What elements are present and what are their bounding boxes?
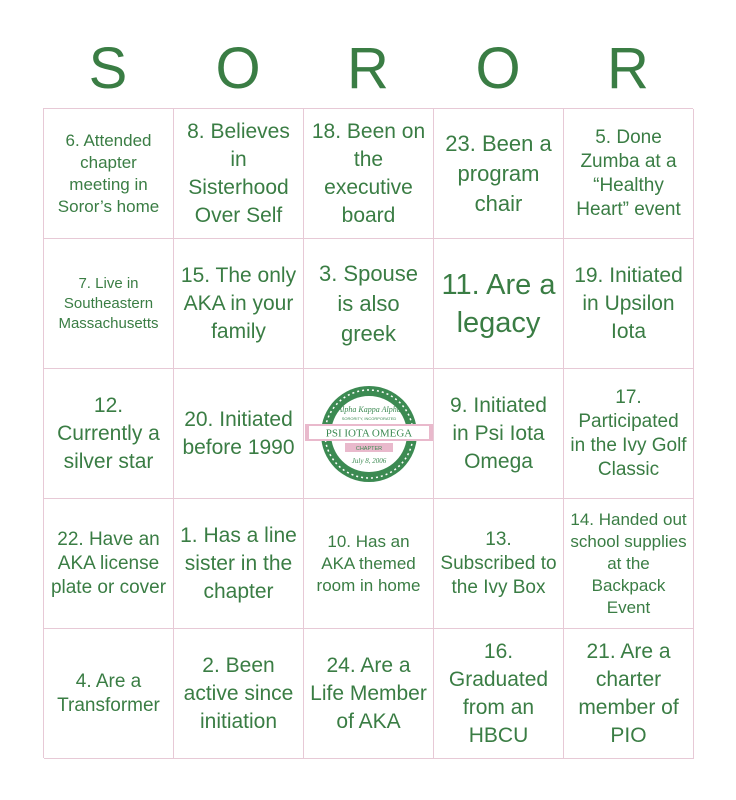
header-letter-r-2: R	[607, 36, 649, 101]
cell-text: 4. Are a Transformer	[57, 670, 160, 716]
seal-banner-text: PSI IOTA OMEGA	[325, 427, 412, 439]
bingo-cell[interactable]	[44, 109, 174, 239]
bingo-cell[interactable]	[44, 629, 174, 759]
bingo-cell[interactable]	[434, 629, 564, 759]
cell-text: 9. Initiated in Psi Iota Omega	[450, 393, 547, 473]
cell-text: 14. Handed out school supplies at the Backpack Event	[570, 509, 687, 617]
cell-text: 7. Live in Southeastern Massachusetts	[58, 274, 159, 332]
bingo-cell[interactable]	[44, 369, 174, 499]
bingo-cell[interactable]	[44, 239, 174, 369]
cell-text: 18. Been on the executive board	[311, 119, 426, 227]
cell-text: 15. The only AKA in your family	[180, 263, 297, 343]
cell-text: 23. Been a program chair	[445, 130, 552, 216]
bingo-cell[interactable]	[564, 499, 694, 629]
cell-text: 22. Have an AKA license plate or cover	[50, 528, 167, 598]
seal-sub-text: SORORITY, INCORPORATED	[341, 415, 396, 421]
bingo-cell[interactable]	[44, 499, 174, 629]
bingo-board	[43, 108, 693, 758]
cell-text: 2. Been active since initiation	[183, 653, 294, 733]
bingo-header	[43, 30, 693, 108]
bingo-cell[interactable]	[304, 629, 434, 759]
bingo-cell[interactable]	[434, 499, 564, 629]
cell-text: 19. Initiated in Upsilon Iota	[574, 263, 683, 343]
cell-text: 21. Are a charter member of PIO	[578, 639, 679, 747]
bingo-cell[interactable]	[304, 499, 434, 629]
bingo-cell[interactable]	[564, 629, 694, 759]
bingo-cell[interactable]	[564, 239, 694, 369]
bingo-cell[interactable]	[434, 369, 564, 499]
cell-text: 10. Has an AKA themed room in home	[316, 531, 421, 595]
cell-text: 6. Attended chapter meeting in Soror’s home	[57, 130, 160, 216]
cell-text: 8. Believes in Sisterhood Over Self	[187, 119, 290, 227]
bingo-cell[interactable]	[174, 239, 304, 369]
cell-text: 16. Graduated from an HBCU	[448, 639, 549, 747]
bingo-cell[interactable]	[564, 369, 694, 499]
cell-text: 3. Spouse is also greek	[318, 260, 419, 346]
chapter-seal-icon	[305, 382, 433, 486]
bingo-cell[interactable]	[434, 239, 564, 369]
header-letter-s: S	[88, 36, 128, 101]
bingo-cell[interactable]	[304, 239, 434, 369]
bingo-cell[interactable]	[174, 629, 304, 759]
free-space[interactable]	[304, 369, 434, 499]
header-letter-o: O	[215, 36, 261, 101]
cell-text: 20. Initiated before 1990	[182, 407, 295, 459]
bingo-cell[interactable]	[564, 109, 694, 239]
bingo-cell[interactable]	[434, 109, 564, 239]
bingo-cell[interactable]	[174, 499, 304, 629]
cell-text: 17. Participated in the Ivy Golf Classic	[570, 386, 687, 480]
bingo-cell[interactable]	[174, 369, 304, 499]
cell-text: 11. Are a legacy	[441, 268, 556, 339]
header-letter-r: R	[347, 36, 389, 101]
cell-text: 1. Has a line sister in the chapter	[180, 523, 297, 603]
bingo-cell[interactable]	[304, 109, 434, 239]
cell-text: 13. Subscribed to the Ivy Box	[440, 528, 557, 598]
header-letter-o-2: O	[475, 36, 521, 101]
seal-top-text: Alpha Kappa Alpha	[336, 404, 401, 414]
cell-text: 24. Are a Life Member of AKA	[310, 653, 427, 733]
bingo-cell[interactable]	[174, 109, 304, 239]
seal-ribbon-text: CHAPTER	[355, 445, 382, 452]
seal-date-text: July 8, 2006	[351, 456, 386, 465]
cell-text: 5. Done Zumba at a “Healthy Heart” event	[576, 126, 681, 220]
cell-text: 12. Currently a silver star	[57, 393, 160, 473]
